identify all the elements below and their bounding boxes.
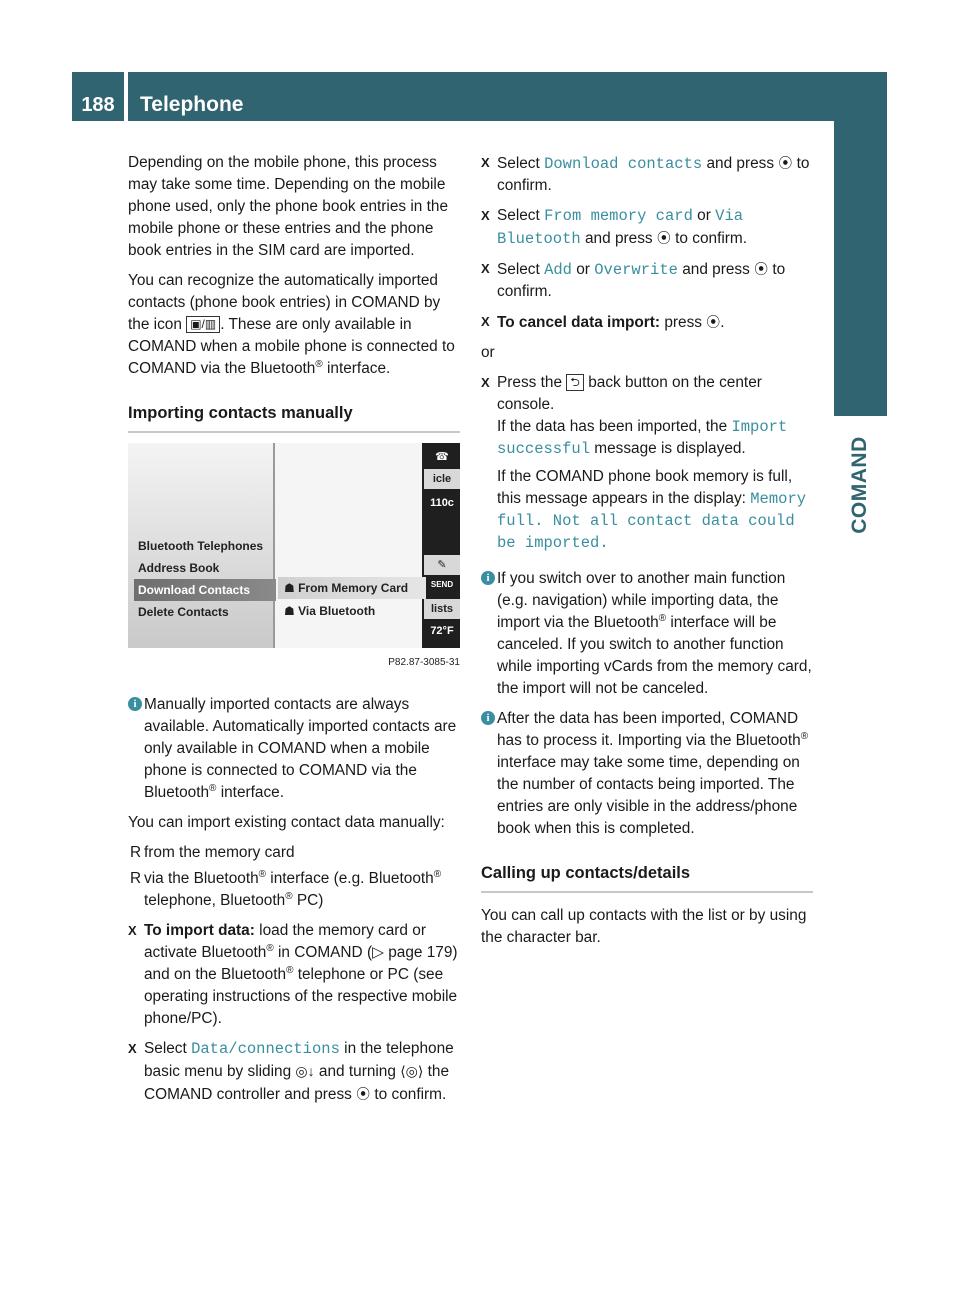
step: X To import data: load the memory card or activate Bluetooth® in COMAND (▷ page 179) and on the Bluetooth® telephone or PC (see operating instructions of the respective mobile phone/PC).: [128, 922, 458, 1027]
left-column: [128, 152, 460, 1114]
phone-edit-icon: ✎: [424, 555, 460, 575]
right-item: icle: [424, 469, 460, 489]
info-icon: i: [481, 571, 495, 585]
right-item: lists: [424, 599, 460, 619]
menu-item[interactable]: Bluetooth Telephones: [138, 539, 264, 553]
screenshot: [128, 443, 460, 648]
page-number: 188: [81, 94, 115, 116]
submenu-item[interactable]: ☗ Via Bluetooth: [284, 604, 376, 618]
info-icon: i: [481, 711, 495, 725]
press-icon: ⦿: [778, 155, 793, 171]
turn-icon: ⟨◎⟩: [400, 1063, 424, 1079]
info-note: i If you switch over to another main function (e.g. navigation) while importing data, the import via the Bluetooth® interface will be canceled. If you switch to another function while importing vCards from the memory card, the import will not be canceled.: [481, 568, 813, 700]
menu-item[interactable]: Address Book: [138, 561, 220, 575]
header-divider: [124, 72, 128, 121]
step: X Select Add or Overwrite and press ⦿ to confirm.: [481, 261, 786, 300]
info-icon: i: [128, 697, 142, 711]
step: X Press the ⮌ back button on the center console. If the data has been imported, the Import successful message is displayed. If the COMAND phone book memory is full, this message appears in the display: Memory full. Not all contact data could be imported.: [481, 374, 807, 552]
menu-item[interactable]: Delete Contacts: [138, 605, 229, 619]
slide-icon: ◎↓: [295, 1063, 315, 1079]
step: X Select Data/connections in the telephone basic menu by sliding ◎↓ and turning ⟨◎⟩ the COMAND controller and press ⦿ to confirm.: [128, 1040, 454, 1103]
section-heading: Calling up contacts/details: [481, 862, 813, 893]
side-tab: [834, 121, 887, 416]
press-icon: ⦿: [356, 1086, 371, 1102]
back-button-icon: ⮌: [566, 374, 584, 391]
submenu-item-selected[interactable]: ☗ From Memory Card: [278, 577, 426, 599]
info-note: i After the data has been imported, COMAND has to process it. Importing via the Bluetooth® interface may take some time, depending on the number of contacts being imported. The entries are only visible in the address/phone book when this is completed.: [481, 708, 813, 840]
phone-icon: ☎: [435, 451, 449, 463]
section-heading: Importing contacts manually: [128, 402, 460, 433]
right-item: 110c: [430, 497, 454, 509]
contact-icons: ▣/▥: [186, 316, 220, 333]
press-icon: ⦿: [656, 230, 671, 246]
paragraph: You can call up contacts with the list or by using the character bar.: [481, 907, 807, 946]
paragraph: You can recognize the automatically imported contacts (phone book entries) in COMAND by the icon ▣/▥ . These are only available in COMAND when a mobile phone is connected to COMAND via the Bluetooth® interface.: [128, 272, 455, 377]
page-title: Telephone: [140, 93, 244, 116]
info-note: i Manually imported contacts are always available. Automatically imported contacts are only available in COMAND when a mobile phone is connected to COMAND via the Bluetooth® interface.: [128, 694, 460, 804]
paragraph: or: [481, 344, 495, 361]
right-column: [481, 152, 813, 957]
side-label: COMAND: [848, 436, 871, 534]
right-item: 72°F: [430, 625, 454, 637]
list-item: R via the Bluetooth® interface (e.g. Bluetooth® telephone, Bluetooth® PC): [130, 868, 442, 909]
step: X To cancel data import: press ⦿.: [481, 314, 725, 331]
step: X Select Download contacts and press ⦿ to confirm.: [481, 155, 810, 194]
paragraph: Depending on the mobile phone, this process may take some time. Depending on the mobile phone used, only the phone book entries in the mobile phone or these entries and the phone book entries in the SIM card are imported.: [128, 154, 449, 259]
page-ref-arrow: ▷: [372, 944, 384, 961]
step: X Select From memory card or Via Bluetooth and press ⦿ to confirm.: [481, 207, 747, 248]
press-icon: ⦿: [754, 261, 769, 277]
press-icon: ⦿: [706, 314, 721, 330]
right-item: SEND: [430, 580, 454, 589]
figure-caption: P82.87-3085-31: [388, 657, 460, 668]
list-item: R from the memory card: [130, 844, 295, 861]
paragraph: You can import existing contact data manually:: [128, 814, 445, 831]
menu-item-selected[interactable]: Download Contacts: [134, 579, 276, 601]
